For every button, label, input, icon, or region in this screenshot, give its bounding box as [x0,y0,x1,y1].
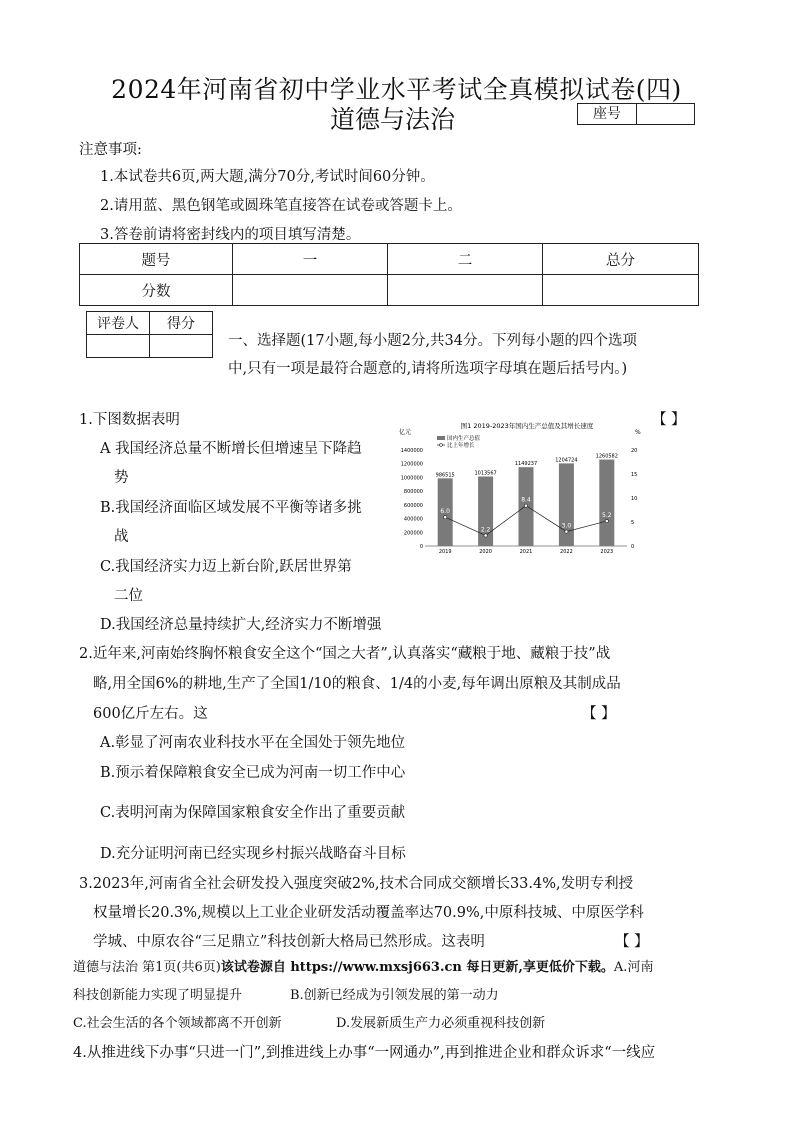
legend-bar-swatch [437,436,445,440]
y-tick-label-left: 200000 [403,530,423,537]
growth-value-label: 5.2 [602,512,612,520]
table-header-cell: 二 [388,244,543,275]
legend-label: 比上年增长 [447,443,475,449]
option-d: D.发展新质生产力必须重视科技创新 [336,1016,546,1031]
question-text: 4.从推进线下办事“只进一门”,到推进线上办事“一网通办”,再到推进企业和群众诉求“一线应 [73,1045,656,1061]
table-row [80,244,699,275]
y-tick-label-right: 15 [631,472,638,478]
option-a: A.河南 [613,960,654,975]
x-tick-label: 2020 [479,549,492,555]
option-b-cont: 战 [114,529,129,545]
score-cell[interactable] [388,275,543,306]
chart-title: 图1 2019-2023年国内生产总值及其增长速度 [460,422,594,430]
y-tick-label-right: 0 [631,544,635,550]
source-link[interactable]: 该试卷源自 https://www.mxsj663.cn 每日更新,享更低价下载。 [220,960,614,975]
subject-title: 道德与法治 [330,105,456,134]
row-label-cell: 分数 [80,275,233,306]
x-tick-label: 2021 [519,549,533,555]
exam-title: 2024年河南省初中学业水平考试全真模拟试卷(四) [111,75,682,104]
option-d: D.充分证明河南已经实现乡村振兴战略奋斗目标 [100,846,406,862]
y-tick-label-left: 0 [419,544,423,550]
growth-point [565,530,568,533]
option-a-cont: 科技创新能力实现了明显提升 [73,988,243,1003]
question-text: 略,用全国6%的耕地,生产了全国1/10的粮食、1/4的小麦,每年调出原粮及其制成品 [93,676,621,692]
y-tick-label-left: 400000 [403,516,423,523]
growth-value-label: 2.2 [480,526,491,534]
y-tick-label-right: 5 [631,520,635,526]
question-stem: 1.下图数据表明 [79,412,180,428]
gdp-bar [559,463,574,546]
x-tick-label: 2023 [600,549,614,555]
score-cell[interactable] [150,335,213,358]
option-c: C.我国经济实力迈上新台阶,跃居世界第 [100,559,352,575]
table-row [87,312,213,335]
growth-value-label: 3.0 [561,522,572,530]
score-cell[interactable] [233,275,388,306]
growth-value-label: 6.0 [440,508,450,516]
score-cell[interactable] [543,275,699,306]
growth-point [484,534,487,537]
bar-value-label: 1013567 [474,470,497,477]
y-tick-label-left: 600000 [403,502,423,509]
growth-point [524,504,527,507]
y-tick-label-left: 1200000 [400,461,423,468]
y-tick-label-right: 20 [631,448,638,454]
option-b: B.预示着保障粮食安全已成为河南一切工作中心 [100,765,406,781]
bar-value-label: 1149237 [514,461,538,468]
y-tick-label-left: 1000000 [400,475,423,482]
y-tick-label-left: 800000 [403,489,423,496]
growth-point [444,516,447,519]
section-instructions: 中,只有一项是最符合题意的,请将所选项字母填在题后括号内。) [228,361,628,377]
legend-label: 国内生产总值 [447,436,481,442]
note-item: 3.答卷前请将密封线内的项目填写清楚。 [100,227,361,243]
page-footer: 道德与法治 第1页(共6页) [73,960,221,975]
score-table [79,243,699,306]
question-text: 2.近年来,河南始终胸怀粮食安全这个“国之大者”,认真落实“藏粮于地、藏粮于技”战 [79,646,611,662]
reviewer-cell[interactable] [87,335,150,358]
option-c-cont: 二位 [114,588,143,604]
option-d: D.我国经济总量持续扩大,经济实力不断增强 [100,617,382,633]
table-header-cell: 评卷人 [87,312,150,335]
y-tick-label-right: 10 [631,496,638,502]
option-b: B.创新已经成为引领发展的第一动力 [290,988,499,1003]
y-tick-label-left: 1400000 [400,448,423,454]
table-header-cell: 题号 [80,244,233,275]
reviewer-table [86,311,213,358]
option-c: C.社会生活的各个领域都离不开创新 [73,1016,282,1031]
seat-label: 座号 [578,104,637,124]
answer-bracket[interactable]: 【 】 [615,934,649,950]
y-unit-left: 亿元 [399,429,412,436]
growth-point [605,519,608,522]
bar-value-label: 1260582 [595,453,618,460]
gdp-bar [599,460,614,546]
question-text: 学城、中原农谷“三足鼎立”科技创新大格局已然形成。这表明 [93,934,485,950]
table-row [87,335,213,358]
answer-bracket[interactable]: 【 】 [582,706,616,722]
option-a: A.彰显了河南农业科技水平在全国处于领先地位 [100,735,406,751]
footer-line [73,956,653,975]
question-text: 3.2023年,河南省全社会研发投入强度突破2%,技术合同成交额增长33.4%,发明专利授 [79,876,634,892]
option-a-cont: 势 [114,470,129,486]
gdp-chart [395,418,657,560]
option-b: B.我国经济面临区域发展不平衡等诸多挑 [100,500,362,516]
table-header-cell: 总分 [543,244,699,275]
section-instructions: 一、选择题(17小题,每小题2分,共34分。下列每小题的四个选项 [228,333,637,349]
growth-value-label: 8.4 [521,496,531,504]
answer-bracket[interactable]: 【 】 [652,412,686,428]
question-text: 权量增长20.3%,规模以上工业企业研发活动覆盖率达70.9%,中原科技城、中原医学科 [93,905,644,921]
option-c: C.表明河南为保障国家粮食安全作出了重要贡献 [100,805,406,821]
note-item: 2.请用蓝、黑色钢笔或圆珠笔直接答在试卷或答题卡上。 [100,198,462,214]
bar-value-label: 1204724 [555,457,578,464]
seat-value-cell[interactable] [637,104,694,124]
x-tick-label: 2019 [438,549,452,555]
y-unit-right: % [635,429,641,436]
x-tick-label: 2022 [560,549,573,555]
option-a: A 我国经济总量不断增长但增速呈下降趋 [100,441,362,457]
seat-number-box [577,103,695,125]
question-text: 600亿斤左右。这 [93,706,208,722]
bar-value-label: 986515 [435,472,455,479]
table-row [80,275,699,306]
table-header-cell: 得分 [150,312,213,335]
table-header-cell: 一 [233,244,388,275]
note-item: 1.本试卷共6页,两大题,满分70分,考试时间60分钟。 [100,169,435,185]
notes-heading: 注意事项: [79,142,142,158]
legend-point-swatch [440,444,443,447]
